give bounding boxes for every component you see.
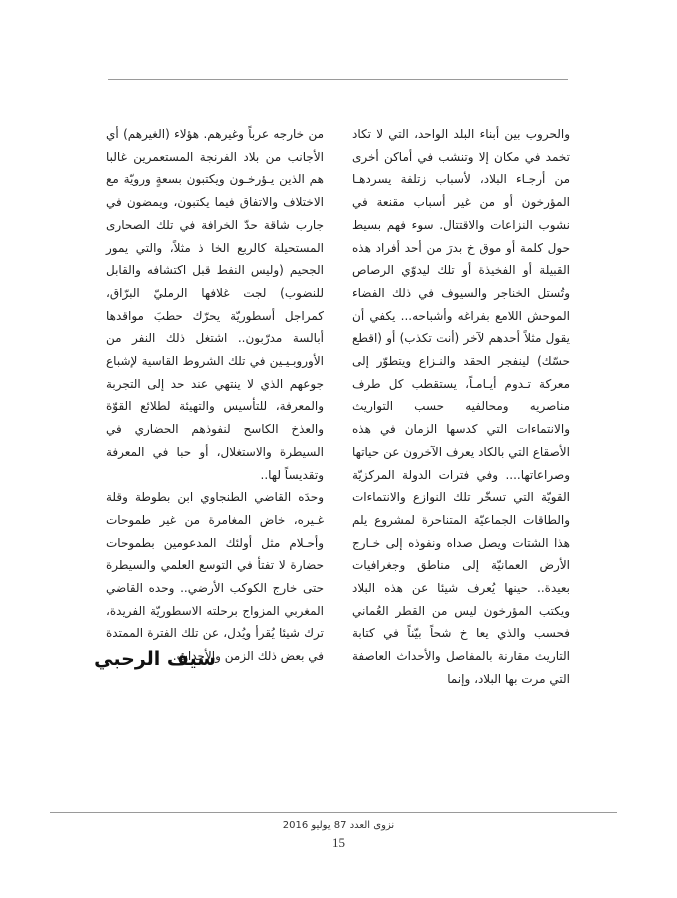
footer-rule [50,812,617,813]
article-column-right [352,123,570,691]
author-signature: سيف الرحبي [94,648,216,670]
article-paragraph: والحروب بين أبناء البلد الواحد، التي لا تكاد تخمد في مكان إلا وتنشب في أماكن أخرى من أرجـاء البلاد، لأسباب زتلفة يسردهـا المؤرخون أو من غير أسباب مقنعة في نشوب النزاعات والاقتتال. سوء فهم بسيط حول كلمة أو موق خ بدرَ من أحد أفراد هذه القبيلة أو الفخيذة أو تلك ليدوّي الرصاص وتُستل الخناجر والسيوف في ذلك الفضاء الموحش اللامع بفراغه وأشباحه... يكفي أن يقول مثلاً أحدهم لآخر (أنت تكذب) أو (اقطع حسّك) لينفجر الحقد والنـزاع ويتطوّر إلى معركة تـدوم أيـامـاً، يستقطب كل طرف مناصريه ومحالفيه حسب التواريث والانتماءات التي كدسها الزمان في هذه الأصقاع التي بالكاد يعرف الآخرون عن حياتها وصراعاتها.... وفي فترات الدولة المركزيّة القويّة التي تسخّر تلك النوازع والانتماءات والطاقات الجماعيّة المتناحرة لمشروع يلم هذا الشتات ويصل صداه ونفوذه إلى خـارج الأرض العمانيّة إلى مناطق وجغرافيات بعيدة.. حينها يُعرف شيئا عن هذه البلاد ويكتب المؤرخون ليس من القطر العُماني فحسب والذي يعا خ شحاً بيّناً في كتابة التاريث مقارنة بالمفاصل والأحداث العاصفة التي مرت بها البلاد، وإنما [352,127,570,686]
top-rule [108,79,568,80]
footer-issue-info: نزوى العدد 87 يوليو 2016 [282,820,395,831]
article-paragraph: من خارجه عرباً وغيرهم. هؤلاء (الغيرهم) أي الأجانب من بلاد الفرنجة المستعمرين غالبا هم الذين يـؤرخـون ويكتبون بسعةٍ ورويّة مع الاختلاف والاتفاق فيما يكتبون، ويمضون في جارب شاقة حدّ الخرافة في تلك الصحارى المستحيلة كالربع الخا ذ مثلاً، والتي يمور الجحيم (وليس النفط قبل اكتشافه والقابل للنضوب) لجت غلافها الرمليّ البرّاق، كمراجل أسطوريّة يحرّك حطبَ مواقدها أبالسة مدرّبون.. اشتغل ذلك النفر من الأوروبـيـين في تلك الشروط القاسية لإشباع جوعهم الذي لا ينتهي عند حد إلى التجربة والمعرفة، للتأسيس والتهيئة لطلائع القوّة والعذخ الكاسح لنفوذهم الحضاري في السيطرة والاستغلال، أو حبا في المعرفة وتقديساً لها.. [106,127,324,482]
article-column-left [94,123,324,670]
article-paragraph: وحدَه القاضي الطنجاوي ابن بطوطة وقلة غـيره، خاض المغامرة من غير طموحات وأحـلام مثل أولئك المدعومين بطموحات حضارة لا تفتأ في التوسع العلمي والسيطرة حتى خارج الكوكب الأرضي.. وحده القاضي المغربي المزواج برحلته الاسطوريّة الفريدة، ترك شيئا يُقرأ ويُدل، عن تلك الفترة الممتدة في بعض ذلك الزمن والأحداث. [106,490,324,664]
page-number: 15 [332,835,345,850]
